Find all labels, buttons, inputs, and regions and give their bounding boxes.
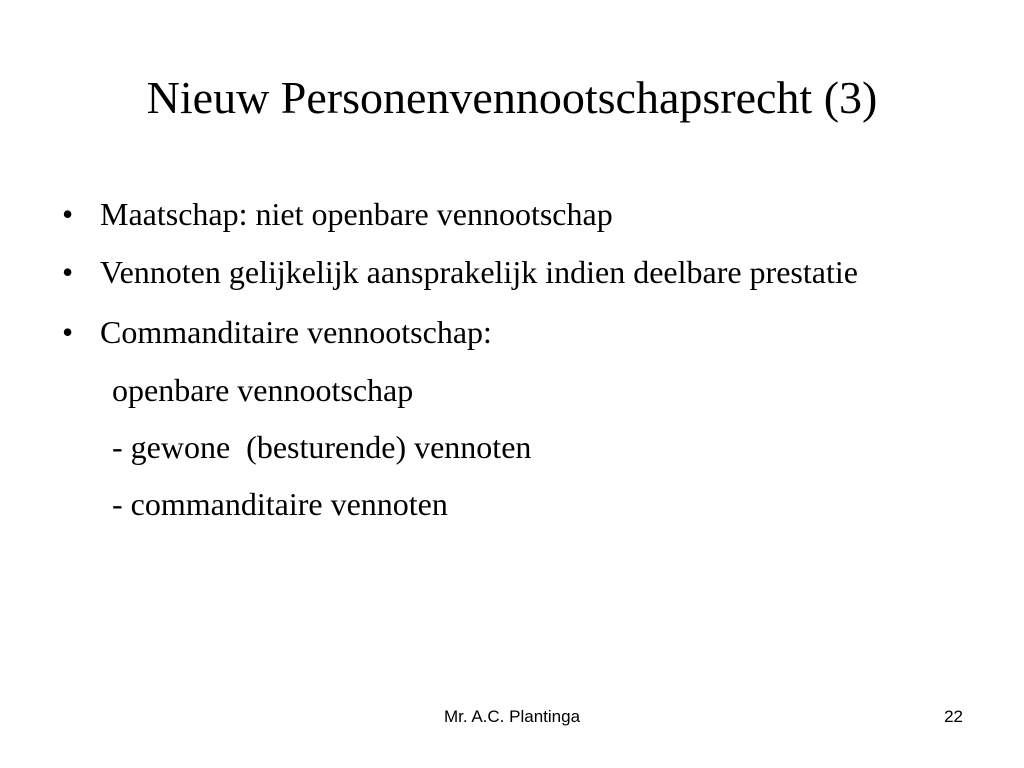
page-number: 22 [944, 707, 963, 726]
bullet-marker: • [62, 196, 74, 232]
slide-content [0, 190, 1024, 528]
bullet-item [0, 248, 1024, 296]
bullet-marker: • [62, 314, 74, 350]
bullet-text: Commanditaire vennootschap: [100, 314, 492, 350]
footer-author: Mr. A.C. Plantinga [443, 707, 581, 726]
slide-title: Nieuw Personenvennootschapsrecht (3) [146, 72, 878, 123]
sub-line: - gewone (besturende) vennoten [112, 429, 532, 465]
bullet-item [0, 308, 1024, 356]
sub-line: - commanditaire vennoten [112, 486, 448, 522]
sub-line: openbare vennootschap [112, 372, 414, 408]
bullet-text: Vennoten gelijkelijk aansprakelijk indien deelbare prestatie [100, 254, 858, 290]
bullet-marker: • [62, 254, 74, 290]
bullet-item [0, 190, 1024, 238]
bullet-text: Maatschap: niet openbare vennootschap [100, 196, 613, 232]
